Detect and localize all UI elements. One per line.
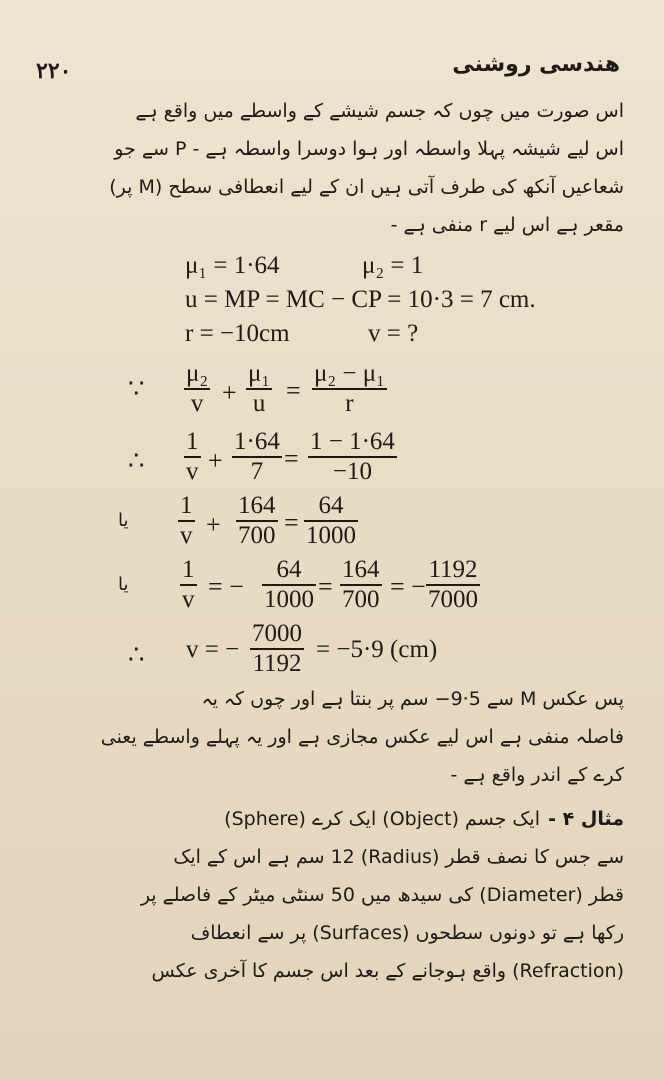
therefore-symbol: ∴ — [128, 640, 145, 669]
equals-sign: = — [318, 572, 333, 601]
para1-line-2: اس لیے شیشہ پہلا واسطہ اور ہوا دوسرا واسطہ ہے - P سے جو — [114, 138, 624, 160]
ya-label: یا — [118, 510, 129, 531]
eq5-fraction: 7000 1192 — [252, 620, 302, 677]
equals-sign: = — [284, 444, 299, 473]
eq3-fraction-c: 64 1000 — [306, 492, 356, 549]
example-line-2: سے جس کا نصف قطر (Radius) 12 سم ہے اس کے ایک — [173, 846, 624, 868]
example-label: مثال ۴ - — [548, 808, 624, 830]
given-v: v = ? — [368, 320, 419, 347]
example-line-1: ایک جسم (Object) ایک کرے (Sphere) — [224, 808, 540, 830]
eq1-fraction-c: μ₂ − μ₁ r — [314, 360, 385, 417]
eq2-fraction-c: 1 − 1·64 −10 — [310, 428, 395, 485]
eq3-fraction-b: 164 700 — [238, 492, 276, 549]
eq4-fraction-c: 164 700 — [342, 556, 380, 613]
eq4-fraction-d: 1192 7000 — [428, 556, 478, 613]
plus-sign: + — [206, 510, 221, 539]
equals-sign: = — [286, 376, 301, 405]
eq1-fraction-b: μ₁ u — [248, 360, 271, 417]
eq3-fraction-a: 1 v — [180, 492, 193, 549]
eq2-fraction-a: 1 v — [186, 428, 199, 485]
para2-line-2: فاصلہ منفی ہے اس لیے عکس مجازی ہے اور یہ پہلے واسطے یعنی — [100, 726, 624, 748]
example-line-3: قطر (Diameter) کی سیدھ میں 50 سنٹی میٹر کے فاصلے پر — [140, 884, 624, 906]
example-line-5: (Refraction) واقع ہوجانے کے بعد اس جسم کا آخری عکس — [151, 960, 624, 982]
given-mu2: μ₂ = 1 — [362, 252, 424, 279]
eq1-fraction-a: μ₂ v — [186, 360, 209, 417]
para1-line-3: شعاعیں آنکھ کی طرف آتی ہیں ان کے لیے انعطافی سطح (M پر) — [109, 176, 624, 198]
para1-line-1: اس صورت میں چوں کہ جسم شیشے کے واسطے میں واقع ہے — [135, 100, 624, 122]
para2-line-3: کرے کے اندر واقع ہے - — [450, 764, 624, 786]
example-line-4: رکھا ہے تو دونوں سطحوں (Surfaces) پر سے انعطاف — [190, 922, 624, 944]
equals-minus-sign: = − — [208, 572, 244, 601]
equals-minus-sign: = − — [390, 572, 426, 601]
eq4-fraction-b: 64 1000 — [264, 556, 314, 613]
equals-sign: = — [284, 508, 299, 537]
para1-line-4: مقعر ہے اس لیے r منفی ہے - — [390, 214, 624, 236]
ya-label: یا — [118, 574, 129, 595]
therefore-symbol: ∴ — [128, 446, 145, 475]
given-u: u = MP = MC − CP = 10·3 = 7 cm. — [185, 286, 536, 313]
page-title: هندسی روشنی — [452, 52, 620, 77]
page-number: ۲۲۰ — [36, 58, 72, 84]
plus-sign: + — [208, 446, 223, 475]
eq4-fraction-a: 1 v — [182, 556, 195, 613]
since-symbol: ∵ — [128, 374, 145, 403]
para2-line-1: پس عکس M سے 5·9− سم پر بنتا ہے اور چوں کہ یہ — [201, 688, 624, 710]
eq5-rhs: = −5·9 (cm) — [316, 636, 438, 663]
eq5-lhs: v = − — [186, 636, 240, 663]
given-r: r = −10cm — [185, 320, 290, 347]
given-mu1: μ₁ = 1·64 — [185, 252, 280, 279]
eq2-fraction-b: 1·64 7 — [234, 428, 280, 485]
plus-sign: + — [222, 378, 237, 407]
